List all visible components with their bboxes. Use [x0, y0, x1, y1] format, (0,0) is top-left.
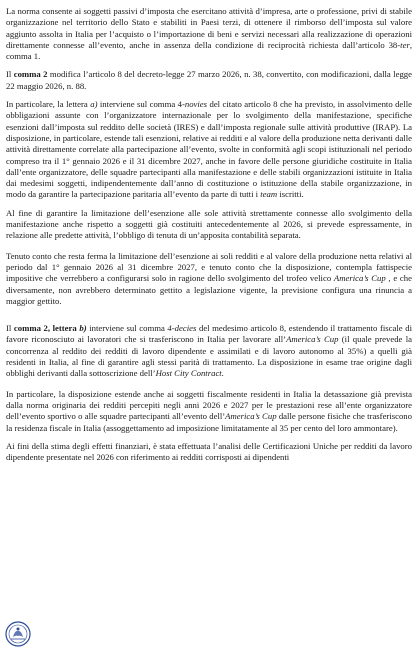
text-run: team — [260, 189, 278, 200]
text-run: America’s Cup — [333, 273, 386, 284]
text-run: interviene sul comma 4- — [97, 99, 185, 110]
text-run: Host City Contract. — [155, 368, 224, 379]
text-run: America’s Cup — [225, 411, 277, 422]
paragraph-4 — [6, 208, 412, 242]
text-run: interviene sul comma — [86, 323, 168, 334]
paragraph-7 — [6, 389, 412, 434]
text-run: In particolare, la lettera — [6, 99, 91, 110]
text-run: novies — [184, 99, 208, 110]
text-run: Ai fini della stima degli effetti finanziari, è stata effettuata l’analisi delle Certificazioni Uniche per redditi da lavoro dipendente presentate nel 2026 con riferimento ai redditi corrisposti ai dipendenti — [6, 440, 412, 463]
paragraph-2 — [6, 69, 412, 92]
text-run: comma 2 — [13, 69, 48, 80]
document-page — [6, 6, 412, 470]
text-run: comma 2, lettera — [13, 323, 80, 334]
paragraph-5 — [6, 251, 412, 307]
text-run: , comma 1. — [6, 39, 412, 62]
text-run: Il — [6, 69, 14, 80]
text-run: America’s Cup — [286, 334, 339, 345]
text-run: In particolare, la disposizione estende anche ai soggetti fiscalmente residenti in Italia la detassazione già prevista dalla norma originaria dei redditi percepiti negli anni 2026 e 2027 per le prestazioni rese all’ente organizzatore dell’evento sportivo o alle squadre partecipanti all’evento dell’ — [6, 388, 412, 422]
text-run: b) — [79, 323, 87, 334]
text-run: modifica l’articolo 8 del decreto-legge 27 marzo 2026, n. 38, convertito, con modificazioni, dalla legge 22 maggio 2026, n. 88. — [6, 69, 412, 91]
text-run: (il quale prevede la concorrenza al reddito dei redditi di lavoro dipendente e assimilati e di lavoro autonomo al 35%) a quelli già residenti in Italia, al fine di garantire agli stessi parità di trattamento. La disposizione in esame trae origine dagli obblighi derivanti dalla sottoscrizione dell’ — [6, 334, 412, 379]
text-run: del citato articolo 8 che ha previsto, in assolvimento delle obbligazioni assunte con l’organizzatore internazionale per lo svolgimento della manifestazione, specifiche esenzioni dall’imposta sul reddito delle società (IRES) e dall’imposta regionale sulle attività produttive (IRAP). La disposizione, in particolare, estende tali esenzioni, relative ai redditi e al valore della produzione netta derivanti dalle attività direttamente correlate alla partecipazione all’evento, svolte in conformità agli scopi istituzionali nel periodo compreso tra il 1° gennaio 2026 e il 31 dicembre 2027, anche in favore delle persone giuridiche costituite in Italia dall’ente organizzatore, delle squadre partecipanti alla manifestazione e delle stabili organizzazioni istituite in Italia dai medesimi soggetti, indipendentemente dall’anno di costituzione o istituzione della stabile organizzazione, in modo da garantire la partecipazione paritaria all’evento da parte di tutti i — [6, 99, 412, 200]
text-run: ter — [400, 39, 410, 50]
text-run: iscritti. — [277, 189, 304, 200]
text-run: , e che diversamente, non avrebbero determinato gettito a legislazione vigente, la previsione configura una rinuncia a maggior gettito. — [6, 273, 412, 306]
paragraph-1 — [6, 6, 412, 62]
text-run: 4-decies — [167, 323, 197, 334]
text-run: Al fine di garantire la limitazione dell’esenzione alle sole attività strettamente connesse allo svolgimento della manifestazione anche rispetto a soggetti già costituiti antecedentemente al 2026, si prevede espressamente, in relazione alle predette attività, l’obbligo di tenuta di un’apposita contabilità separata. — [6, 207, 412, 241]
text-run: Il — [6, 323, 14, 334]
emblem-logo-icon — [5, 621, 31, 647]
paragraph-3 — [6, 99, 412, 201]
text-run: dalle persone fisiche che trasferiscono la residenza fiscale in Italia (assoggettamento ad imposizione limitatamente al 35 per cento del loro ammontare). — [6, 411, 412, 433]
paragraph-8 — [6, 441, 412, 464]
text-run: La norma consente ai soggetti passivi d’imposta che esercitano attività d’impresa, arte o professione, privi di stabile organizzazione nel territorio dello Stato e stabiliti in Paesi terzi, di ottenere il rimborso dell’imposta sul valore aggiunto assolta in Italia per l’acquisto o l’importazione di beni e servizi necessari alla realizzazione di operazioni direttamente connesse all’evento, anche in assenza della condizione di reciprocità richiesta dall’articolo 38- — [6, 6, 412, 50]
paragraph-6 — [6, 323, 412, 379]
text-run: del medesimo articolo 8, estendendo il trattamento fiscale di favore riconosciuto ai lavoratori che si trasferiscono in Italia per lavorare all’ — [6, 323, 412, 345]
text-run: a) — [90, 99, 98, 110]
text-run: Tenuto conto che resta ferma la limitazione dell’esenzione ai soli redditi e al valore della produzione netta relativi al periodo dal 1° gennaio 2026 al 31 dicembre 2027, e tenuto conto che la disposizione, contempla fattispecie impositive che verrebbero a configurarsi solo in ragione dello svolgimento del trofeo velico — [6, 250, 412, 284]
